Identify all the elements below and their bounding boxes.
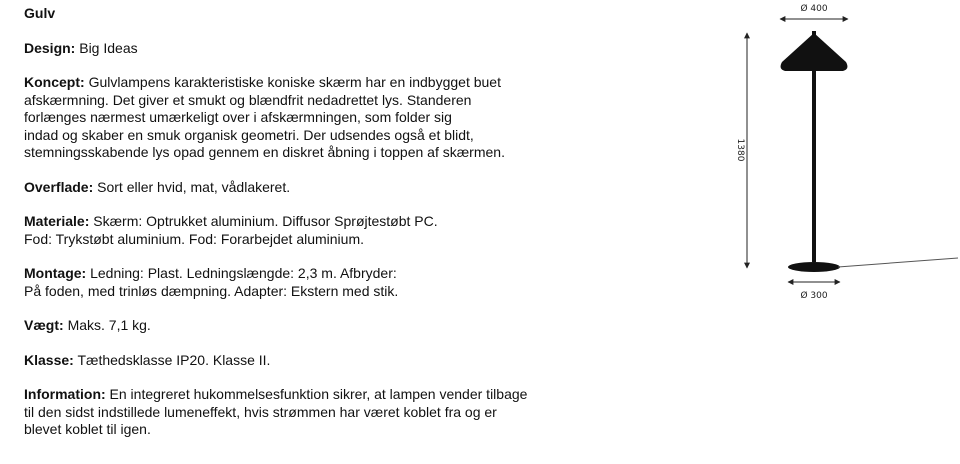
spec-value: Tæthedsklasse IP20. Klasse II. xyxy=(77,351,271,368)
spec-value: Fod: Trykstøbt aluminium. Fod: Forarbejdet aluminium. xyxy=(24,230,365,247)
spec-label: Information: xyxy=(24,386,106,402)
lamp-base xyxy=(788,262,840,272)
spec-label: Materiale: xyxy=(24,213,90,229)
spec-value: forlænges nærmest umærkeligt over i afskærmningen, som folder sig xyxy=(24,109,452,125)
spec-label: Montage: xyxy=(24,265,87,281)
spec-value: indad og skaber en smuk organisk geometri. Der udsendes også et blidt, xyxy=(24,126,474,143)
spec-design xyxy=(24,40,584,58)
spec-label: Klasse: xyxy=(24,351,74,368)
spec-value: afskærmning. Det giver et smukt og blændfrit nedadrettet lys. Standeren xyxy=(24,91,472,108)
spec-materiale xyxy=(24,213,584,248)
spec-overflade xyxy=(24,179,584,197)
spec-value: Big Ideas xyxy=(79,39,138,56)
spec-value: Sort eller hvid, mat, vådlakeret. xyxy=(97,178,291,195)
page-heading: Gulv xyxy=(24,5,56,21)
spec-value: En integreret hukommelsesfunktion sikrer, at lampen vender tilbage xyxy=(109,386,528,402)
spec-value: På foden, med trinløs dæmpning. Adapter: Ekstern med stik. xyxy=(24,282,399,299)
spec-value: blevet koblet til igen. xyxy=(24,421,151,437)
spec-information xyxy=(24,386,584,439)
height-label: 1380 xyxy=(735,138,745,162)
spec-montage xyxy=(24,265,584,300)
power-cord xyxy=(838,258,958,267)
lamp-shade xyxy=(781,33,848,71)
spec-label: Design: xyxy=(24,39,76,56)
spec-value: Skærm: Optrukket aluminium. Diffusor Sprøjtestøbt PC. xyxy=(93,213,438,229)
spec-label: Overflade: xyxy=(24,178,94,195)
spec-label: Vægt: xyxy=(24,317,64,333)
spec-vaegt xyxy=(24,317,584,335)
spec-label: Koncept: xyxy=(24,74,85,90)
floor-lamp-drawing xyxy=(720,0,960,310)
product-spec-text xyxy=(24,5,584,456)
shade-diameter-label: Ø 400 xyxy=(800,4,828,14)
spec-value: Ledning: Plast. Ledningslængde: 2,3 m. Afbryder: xyxy=(90,265,397,281)
base-diameter-label: Ø 300 xyxy=(800,291,828,301)
lamp-shade-top xyxy=(812,31,816,35)
spec-value: til den sidst indstillede lumeneffekt, hvis strømmen har været koblet fra og er xyxy=(24,403,497,420)
lamp-stem xyxy=(812,70,816,262)
spec-koncept xyxy=(24,74,584,162)
spec-value: Gulvlampens karakteristiske koniske skærm har en indbygget buet xyxy=(88,74,501,90)
spec-klasse xyxy=(24,352,584,370)
spec-value: Maks. 7,1 kg. xyxy=(67,317,151,333)
spec-value: stemningsskabende lys opad gennem en diskret åbning i toppen af skærmen. xyxy=(24,144,505,160)
